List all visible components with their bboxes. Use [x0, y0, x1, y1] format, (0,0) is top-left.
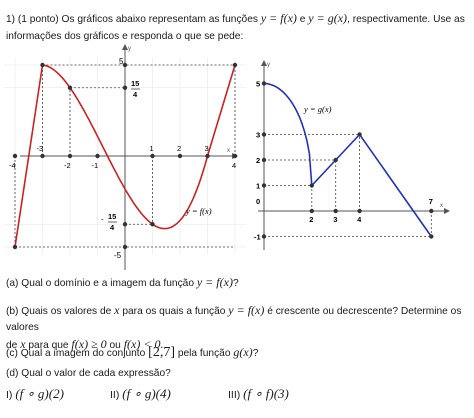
graph-g-point: [334, 158, 338, 162]
y-tick-label: 3: [256, 130, 261, 140]
graph-g-x-axis-label: x: [440, 203, 443, 209]
graph-f-point: [205, 154, 209, 158]
y-tick-label: 2: [256, 156, 261, 165]
graph-g-y-axis-label: y: [267, 62, 270, 68]
graph-f-point: [95, 154, 99, 158]
question-c: (c) Qual a imagem do conjunto [2,7] pela função g(x)?: [6, 345, 259, 360]
graph-f-point: [68, 86, 72, 90]
graph-f-point: [233, 154, 237, 158]
graph-g-point: [262, 158, 266, 162]
x-tick-label: 3: [204, 144, 209, 153]
graph-g-point: [262, 183, 266, 187]
x-tick-label: 4: [232, 161, 237, 170]
graph-g-point: [310, 209, 314, 213]
graph-f-point: [13, 154, 17, 158]
question-a: (a) Qual o domínio e a imagem da função y = f(x)?: [6, 275, 239, 289]
y-tick-neg-5: -5: [114, 251, 122, 260]
subquestion-3: III) (f ∘ f)(3): [228, 386, 289, 401]
y-tick-neg-15-4: [101, 212, 117, 232]
graph-f-point: [150, 222, 154, 226]
graph-g-ticks: [254, 80, 433, 242]
graph-g-point: [262, 132, 266, 136]
intro-prefix: 1) (1 ponto) Os gráficos abaixo representam as funções: [6, 14, 258, 25]
graph-f-point: [40, 63, 44, 67]
graph-f-point: [123, 245, 127, 249]
graph-f-point: [150, 154, 154, 158]
graph-f-point: [68, 154, 72, 158]
y-tick-label: 5: [256, 79, 261, 89]
graph-g-point: [262, 234, 266, 238]
graph-g-point: [310, 183, 314, 187]
svg-text:4: 4: [133, 90, 138, 99]
graph-g-point: [429, 209, 433, 213]
x-tick-label: 4: [357, 215, 362, 224]
subquestion-2: II) (f ∘ g)(4): [110, 386, 171, 401]
x-tick-label: -2: [64, 161, 71, 170]
y-tick-5: 5: [119, 57, 124, 66]
question-d: (d) Qual o valor de cada expressão?: [6, 368, 171, 379]
x-tick-label: -4: [9, 161, 16, 170]
intro-suffix: , respectivamente. Use as informações dos gráficos e responda o que se pede:: [6, 14, 465, 42]
svg-text:15: 15: [108, 212, 117, 221]
graph-f-point: [13, 245, 17, 249]
x-tick-label: -3: [36, 144, 44, 153]
svg-text:4: 4: [110, 223, 115, 232]
graph-f-axes: [20, 44, 238, 270]
svg-text:15: 15: [131, 79, 140, 88]
question-b: (b) Quais os valores de x para os quais a função y = f(x) é crescente ou decrescente? Determine os valores de x para que f(x) ≥ 0 ou f(x) < 0.: [6, 303, 462, 351]
graph-f-point: [123, 63, 127, 67]
x-tick-label: 2: [177, 144, 182, 153]
x-tick-label: 3: [333, 215, 338, 224]
y-tick-label: 0: [256, 197, 261, 206]
subquestion-1: I) (f ∘ g)(2): [6, 386, 64, 401]
x-tick-label: 1: [149, 144, 154, 153]
graph-f-point: [123, 222, 127, 226]
graph-g-point: [357, 209, 361, 213]
graph-f-point: [123, 86, 127, 90]
graph-g-point: [429, 234, 433, 238]
graph-f-y-axis-label: y: [128, 46, 131, 52]
x-tick-label: -1: [91, 161, 99, 170]
y-tick-label: 1: [256, 181, 261, 191]
graph-f-point: [40, 154, 44, 158]
subquestions: [6, 386, 468, 406]
graph-f-point: [178, 154, 182, 158]
graph-g-point: [262, 81, 266, 85]
graph-g-label: y = g(x): [304, 104, 332, 114]
graph-g-guides: [264, 135, 431, 237]
graph-f-point: [233, 63, 237, 67]
f-expression: y = f(x): [260, 11, 297, 25]
graph-f-x-axis-label: x: [227, 148, 230, 154]
graph-f-label: y = f(x): [186, 206, 212, 216]
graph-g-point: [334, 209, 338, 213]
graph-g-points: [262, 81, 434, 238]
y-tick-15-4: [131, 79, 140, 99]
intro-conjunction: e: [299, 14, 306, 25]
x-tick-label: 2: [309, 215, 314, 224]
g-expression: y = g(x): [308, 11, 348, 25]
y-tick-label: -1: [254, 232, 261, 242]
graph-g-point: [357, 132, 361, 136]
x-tick-label: 7: [428, 197, 433, 206]
svg-text:-: -: [101, 215, 104, 224]
